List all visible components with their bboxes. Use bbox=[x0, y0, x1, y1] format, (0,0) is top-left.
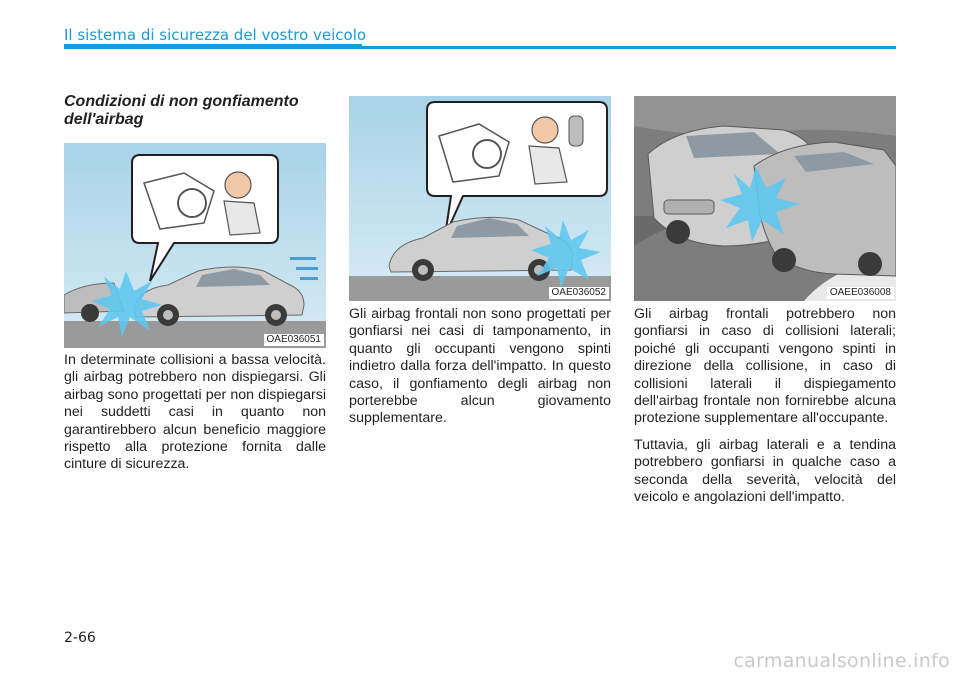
right-column-text bbox=[634, 306, 896, 515]
page-number: 2-66 bbox=[64, 630, 96, 646]
paragraph: Gli airbag frontali potrebbero non gonfiarsi in caso di collisioni laterali; poiché gli occupanti vengono spinti in direzione della collisione, in caso di collisioni laterali il dispiegamento dell'airbag frontale non fornirebbe alcuna protezione supplementare all'occupante. bbox=[634, 306, 896, 427]
figure-frontal-collision bbox=[64, 143, 326, 348]
paragraph: In determinate collisioni a bassa velocità. gli airbag potrebbero non dispiegarsi. Gli airbag sono progettati per non dispiegarsi nei suddetti casi in quanto non garantirebbero alcun beneficio maggiore rispetto alla protezione fornita dalle cinture di sicurezza. bbox=[64, 352, 326, 473]
figure-rear-collision bbox=[349, 96, 611, 301]
header-rule-accent bbox=[64, 44, 362, 49]
figure-code: OAEE036008 bbox=[827, 287, 894, 299]
figure-side-collision bbox=[634, 96, 896, 301]
left-column-text bbox=[64, 352, 326, 483]
middle-column-text bbox=[349, 306, 611, 437]
paragraph: Tuttavia, gli airbag laterali e a tendina potrebbero gonfiarsi in qualche caso a seconda della severità, velocità del veicolo e angolazioni dell'impatto. bbox=[634, 436, 896, 506]
watermark: carmanualsonline.info bbox=[733, 650, 950, 672]
figure-code: OAE036051 bbox=[264, 334, 325, 346]
side-collision-illustration bbox=[634, 96, 896, 301]
rear-collision-illustration bbox=[349, 96, 611, 301]
figure-code: OAE036052 bbox=[549, 287, 610, 299]
chapter-title: Il sistema di sicurezza del vostro veicolo bbox=[64, 26, 367, 44]
frontal-collision-illustration bbox=[64, 143, 326, 348]
section-title: Condizioni di non gonfiamento dell'airbag bbox=[64, 93, 299, 128]
paragraph: Gli airbag frontali non sono progettati per gonfiarsi nei casi di tamponamento, in quanto gli occupanti vengono spinti indietro dalla forza dell'impatto. In questo caso, il gonfiamento degli airbag non porterebbe alcun giovamento supplementare. bbox=[349, 306, 611, 427]
